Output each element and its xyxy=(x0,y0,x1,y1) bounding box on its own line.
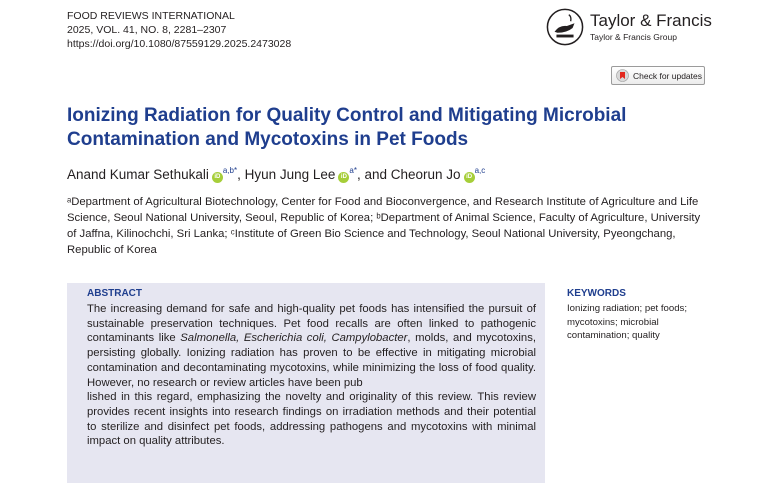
abstract-box xyxy=(67,283,545,483)
abstract-heading: ABSTRACT xyxy=(87,288,142,299)
check-for-updates-button[interactable] xyxy=(611,66,705,85)
author-affiliation-sup: a* xyxy=(349,166,357,175)
author-name[interactable]: Hyun Jung Lee xyxy=(244,167,336,182)
journal-volume: 2025, VOL. 41, NO. 8, 2281–2307 xyxy=(67,24,227,36)
journal-doi[interactable]: https://doi.org/10.1080/87559129.2025.2473028 xyxy=(67,38,292,50)
lamp-logo-icon xyxy=(546,8,584,46)
abstract-italic-organisms: Salmonella, Escherichia coli, Campylobacter xyxy=(180,332,408,345)
keywords-heading: KEYWORDS xyxy=(567,288,626,299)
publisher-name: Taylor & Francis xyxy=(590,11,712,30)
orcid-icon[interactable]: iD xyxy=(464,172,475,183)
author-affiliation-sup: a,b* xyxy=(222,166,238,175)
author-name[interactable]: Anand Kumar Sethukali xyxy=(67,167,209,182)
author-list xyxy=(67,162,485,184)
author-affiliation-sup: a,c xyxy=(474,166,486,175)
abstract-text-part: , molds, and mycotoxins, persisting globally. Ionizing radiation has proven to be effective in mitigating microbial contamination and decontaminating mycotoxins, while minimizing the loss of food quality. However, no research or review articles have been pub xyxy=(87,332,536,389)
journal-info xyxy=(67,9,291,51)
check-for-updates-label: Check for updates xyxy=(633,70,702,81)
orcid-icon[interactable]: iD xyxy=(212,172,223,183)
abstract-text-part: lished in this regard, emphasizing the novelty and originality of this review. This review provides recent insights into research findings on irradiation methods and their potential to sterilize and disinfect pet foods, addressing pathogens and mycotoxins with minimal impact on quality attributes. xyxy=(87,391,536,448)
journal-name: FOOD REVIEWS INTERNATIONAL xyxy=(67,10,235,22)
publisher-logo[interactable] xyxy=(546,8,712,46)
orcid-icon[interactable]: iD xyxy=(338,172,349,183)
crossmark-icon xyxy=(616,69,629,82)
abstract-text-part: The increasing demand for safe and high-quality pet foods has intensified the pursuit of sustainable preservation techniques. Pet food recalls are often linked to pathogenic contaminants like xyxy=(87,303,536,345)
keywords-list: Ionizing radiation; pet foods; mycotoxins; microbial contamination; quality xyxy=(567,303,688,341)
affiliations: ᵃDepartment of Agricultural Biotechnology, Center for Food and Bioconvergence, and Research Institute of Agriculture and Life Science, Seoul National University, Seoul, Republic of Korea; ᵇDepartment of Animal Science, Faculty of Agriculture, University of Jaffna, Kilinochchi, Sri Lanka; ᶜInstitute of Green Bio Science and Technology, Seoul National University, Pyeongchang, Republic of Korea xyxy=(67,196,701,256)
article-title: Ionizing Radiation for Quality Control and Mitigating Microbial Contamination and Mycotoxins in Pet Foods xyxy=(67,105,627,150)
author-separator: , and xyxy=(356,167,391,182)
publisher-group: Taylor & Francis Group xyxy=(590,32,677,42)
abstract-text xyxy=(87,302,536,449)
author-separator: , xyxy=(237,167,245,182)
author-name[interactable]: Cheorun Jo xyxy=(390,167,461,182)
